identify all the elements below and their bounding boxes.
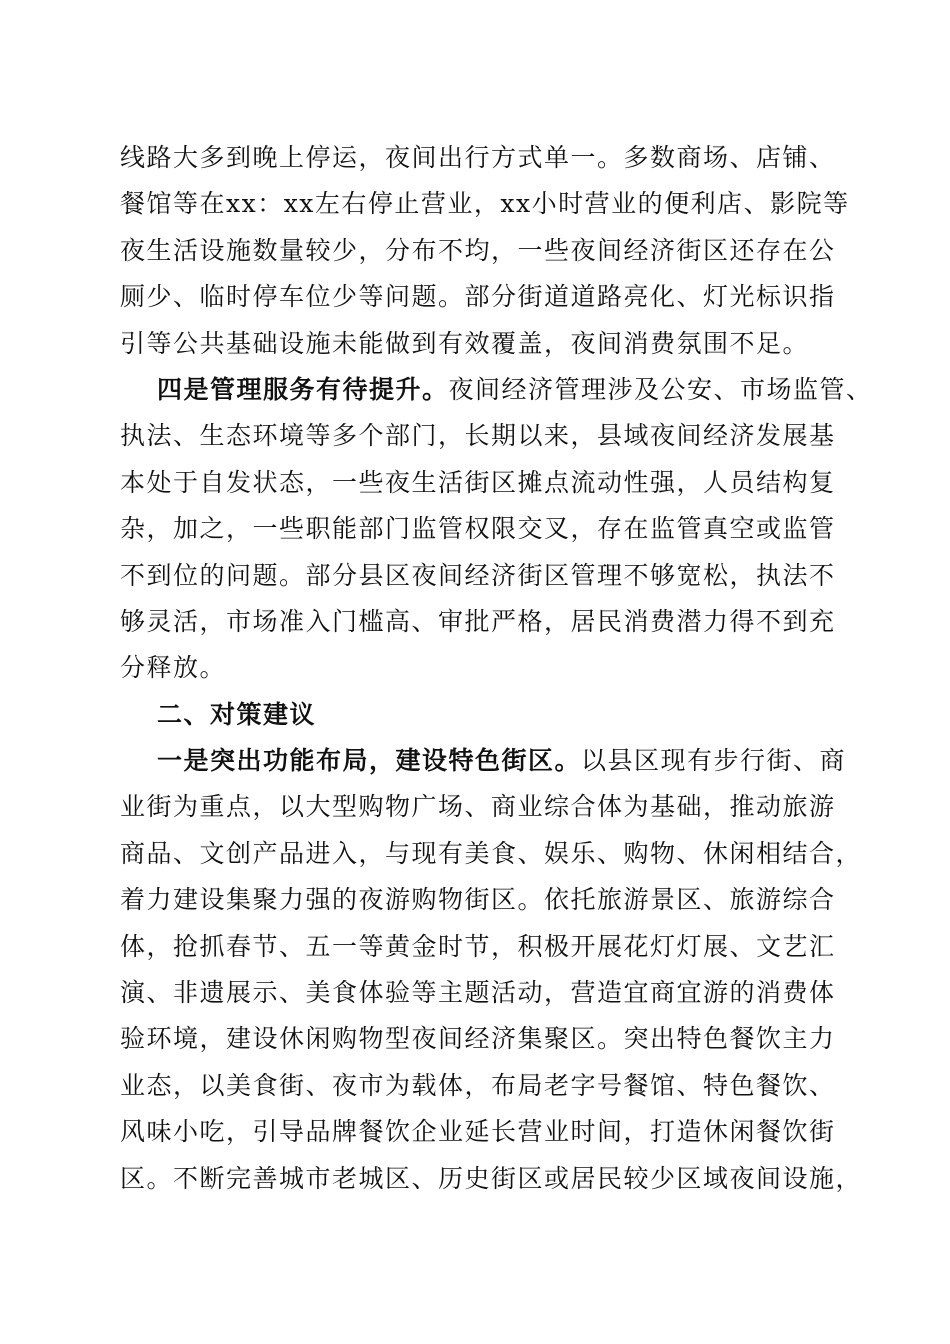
text-line: 厕少、临时停车位少等问题。部分街道道路亮化、灯光标识指 bbox=[120, 282, 836, 312]
text-line: 执法、生态环境等多个部门，长期以来，县域夜间经济发展基 bbox=[120, 421, 836, 451]
text-line: 够灵活，市场准入门槛高、审批严格，居民消费潜力得不到充 bbox=[120, 606, 836, 636]
text-line bbox=[120, 367, 873, 413]
paragraph-function-layout bbox=[120, 738, 863, 1202]
text-line: 不到位的问题。部分县区夜间经济街区管理不够宽松，执法不 bbox=[120, 560, 836, 590]
text-line: 商品、文创产品进入，与现有美食、娱乐、购物、休闲相结合， bbox=[120, 838, 863, 868]
text-line: 杂，加之，一些职能部门监管权限交叉，存在监管真空或监管 bbox=[120, 514, 836, 544]
text-line: 引等公共基础设施未能做到有效覆盖，夜间消费氛围不足。 bbox=[120, 328, 810, 358]
text-line: 业街为重点，以大型购物广场、商业综合体为基础，推动旅游 bbox=[120, 792, 836, 822]
document-body bbox=[120, 135, 873, 1202]
text-line: 风味小吃，引导品牌餐饮企业延长营业时间，打造休闲餐饮街 bbox=[120, 1117, 836, 1147]
text-line: 餐馆等在xx：xx左右停止营业，xx小时营业的便利店、影院等 bbox=[120, 189, 850, 219]
paragraph-lead: 四是管理服务有待提升。 bbox=[157, 374, 449, 404]
text-line: 夜生活设施数量较少，分布不均，一些夜间经济街区还存在公 bbox=[120, 235, 836, 265]
text-line: 本处于自发状态，一些夜生活街区摊点流动性强，人员结构复 bbox=[120, 467, 836, 497]
text-line: 体，抢抓春节、五一等黄金时节，积极开展花灯灯展、文艺汇 bbox=[120, 931, 836, 961]
text-segment: 夜间经济管理涉及公安、市场监管、 bbox=[448, 374, 873, 404]
text-segment: 以县区现有步行街、商 bbox=[581, 746, 847, 776]
text-line: 线路大多到晚上停运，夜间出行方式单一。多数商场、店铺、 bbox=[120, 143, 836, 172]
text-line: 区。不断完善城市老城区、历史街区或居民较少区域夜间设施， bbox=[120, 1163, 863, 1193]
text-line bbox=[120, 738, 847, 784]
text-line: 着力建设集聚力强的夜游购物街区。依托旅游景区、旅游综合 bbox=[120, 885, 836, 915]
text-line: 演、非遗展示、美食体验等主题活动，营造宜商宜游的消费体 bbox=[120, 978, 836, 1008]
text-line: 业态，以美食街、夜市为载体，布局老字号餐馆、特色餐饮、 bbox=[120, 1070, 836, 1100]
paragraph-lead: 一是突出功能布局，建设特色街区。 bbox=[157, 746, 582, 776]
text-line: 验环境，建设休闲购物型夜间经济集聚区。突出特色餐饮主力 bbox=[120, 1024, 836, 1054]
paragraph-management-service bbox=[120, 367, 873, 692]
paragraph-night-transport bbox=[120, 135, 850, 367]
section-heading bbox=[120, 692, 840, 738]
section-title: 二、对策建议 bbox=[157, 699, 317, 729]
text-line: 分释放。 bbox=[120, 653, 227, 683]
